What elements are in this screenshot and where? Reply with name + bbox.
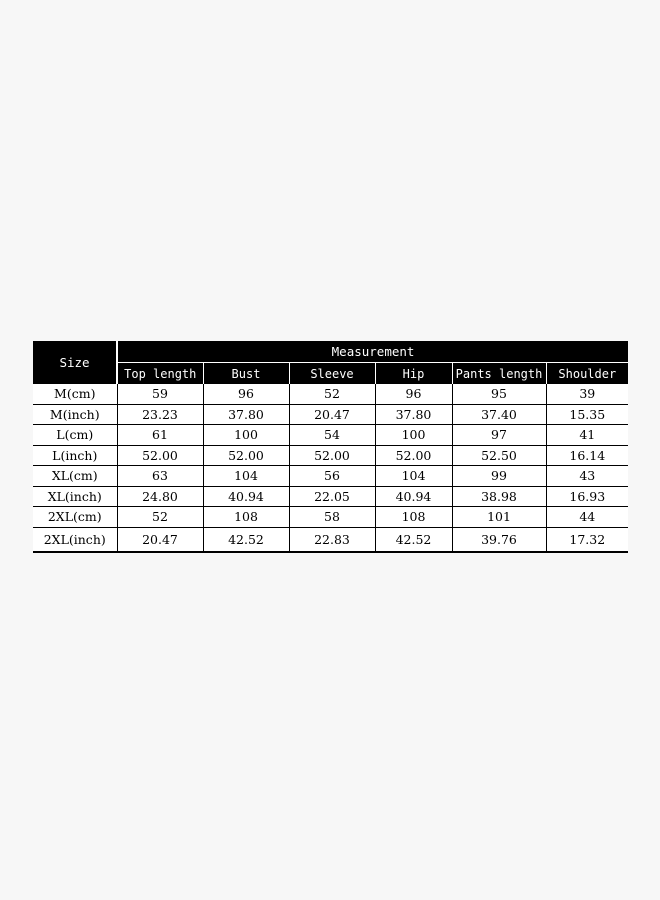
measurement-cell: 61 — [117, 425, 203, 446]
measurement-cell: 40.94 — [203, 486, 289, 507]
table-row — [33, 486, 628, 507]
measurement-cell: 15.35 — [546, 404, 628, 425]
measurement-cell: 20.47 — [289, 404, 375, 425]
header-group-row — [33, 341, 628, 363]
measurement-cell: 52.00 — [117, 445, 203, 466]
measurement-group-header: Measurement — [117, 341, 628, 363]
measurement-cell: 39.76 — [452, 527, 546, 552]
size-chart-table — [33, 341, 628, 553]
measurement-cell: 22.05 — [289, 486, 375, 507]
measurement-cell: 16.14 — [546, 445, 628, 466]
measurement-cell: 96 — [375, 384, 452, 404]
size-label-cell: M(cm) — [33, 384, 117, 404]
size-label-cell: 2XL(cm) — [33, 507, 117, 528]
measurement-cell: 100 — [375, 425, 452, 446]
measurement-cell: 42.52 — [375, 527, 452, 552]
measurement-cell: 37.40 — [452, 404, 546, 425]
measurement-cell: 37.80 — [203, 404, 289, 425]
column-header-hip: Hip — [375, 363, 452, 385]
measurement-cell: 20.47 — [117, 527, 203, 552]
column-header-sleeve: Sleeve — [289, 363, 375, 385]
table-row — [33, 527, 628, 552]
measurement-cell: 63 — [117, 466, 203, 487]
header-column-row — [33, 363, 628, 385]
column-header-pants-length: Pants length — [452, 363, 546, 385]
measurement-cell: 97 — [452, 425, 546, 446]
measurement-cell: 44 — [546, 507, 628, 528]
measurement-cell: 99 — [452, 466, 546, 487]
size-label-cell: XL(cm) — [33, 466, 117, 487]
measurement-cell: 100 — [203, 425, 289, 446]
measurement-cell: 40.94 — [375, 486, 452, 507]
measurement-cell: 23.23 — [117, 404, 203, 425]
table-row — [33, 445, 628, 466]
measurement-cell: 52.50 — [452, 445, 546, 466]
size-column-header: Size — [33, 341, 117, 384]
measurement-cell: 38.98 — [452, 486, 546, 507]
measurement-cell: 43 — [546, 466, 628, 487]
column-header-shoulder: Shoulder — [546, 363, 628, 385]
table-row — [33, 384, 628, 404]
column-header-bust: Bust — [203, 363, 289, 385]
size-label-cell: XL(inch) — [33, 486, 117, 507]
measurement-cell: 108 — [375, 507, 452, 528]
measurement-cell: 37.80 — [375, 404, 452, 425]
table-row — [33, 425, 628, 446]
table-body — [33, 384, 628, 552]
table-header — [33, 341, 628, 384]
measurement-cell: 108 — [203, 507, 289, 528]
measurement-cell: 24.80 — [117, 486, 203, 507]
measurement-cell: 95 — [452, 384, 546, 404]
measurement-cell: 22.83 — [289, 527, 375, 552]
table-row — [33, 404, 628, 425]
measurement-cell: 42.52 — [203, 527, 289, 552]
measurement-cell: 17.32 — [546, 527, 628, 552]
measurement-cell: 54 — [289, 425, 375, 446]
size-label-cell: L(inch) — [33, 445, 117, 466]
table-row — [33, 466, 628, 487]
table-row — [33, 507, 628, 528]
measurement-cell: 104 — [203, 466, 289, 487]
measurement-cell: 16.93 — [546, 486, 628, 507]
size-label-cell: L(cm) — [33, 425, 117, 446]
measurement-cell: 52.00 — [203, 445, 289, 466]
measurement-cell: 58 — [289, 507, 375, 528]
measurement-cell: 39 — [546, 384, 628, 404]
size-chart — [33, 341, 628, 553]
measurement-cell: 52 — [117, 507, 203, 528]
measurement-cell: 52 — [289, 384, 375, 404]
column-header-top-length: Top length — [117, 363, 203, 385]
measurement-cell: 59 — [117, 384, 203, 404]
measurement-cell: 52.00 — [375, 445, 452, 466]
measurement-cell: 101 — [452, 507, 546, 528]
size-label-cell: 2XL(inch) — [33, 527, 117, 552]
size-label-cell: M(inch) — [33, 404, 117, 425]
measurement-cell: 41 — [546, 425, 628, 446]
measurement-cell: 96 — [203, 384, 289, 404]
measurement-cell: 56 — [289, 466, 375, 487]
measurement-cell: 104 — [375, 466, 452, 487]
measurement-cell: 52.00 — [289, 445, 375, 466]
